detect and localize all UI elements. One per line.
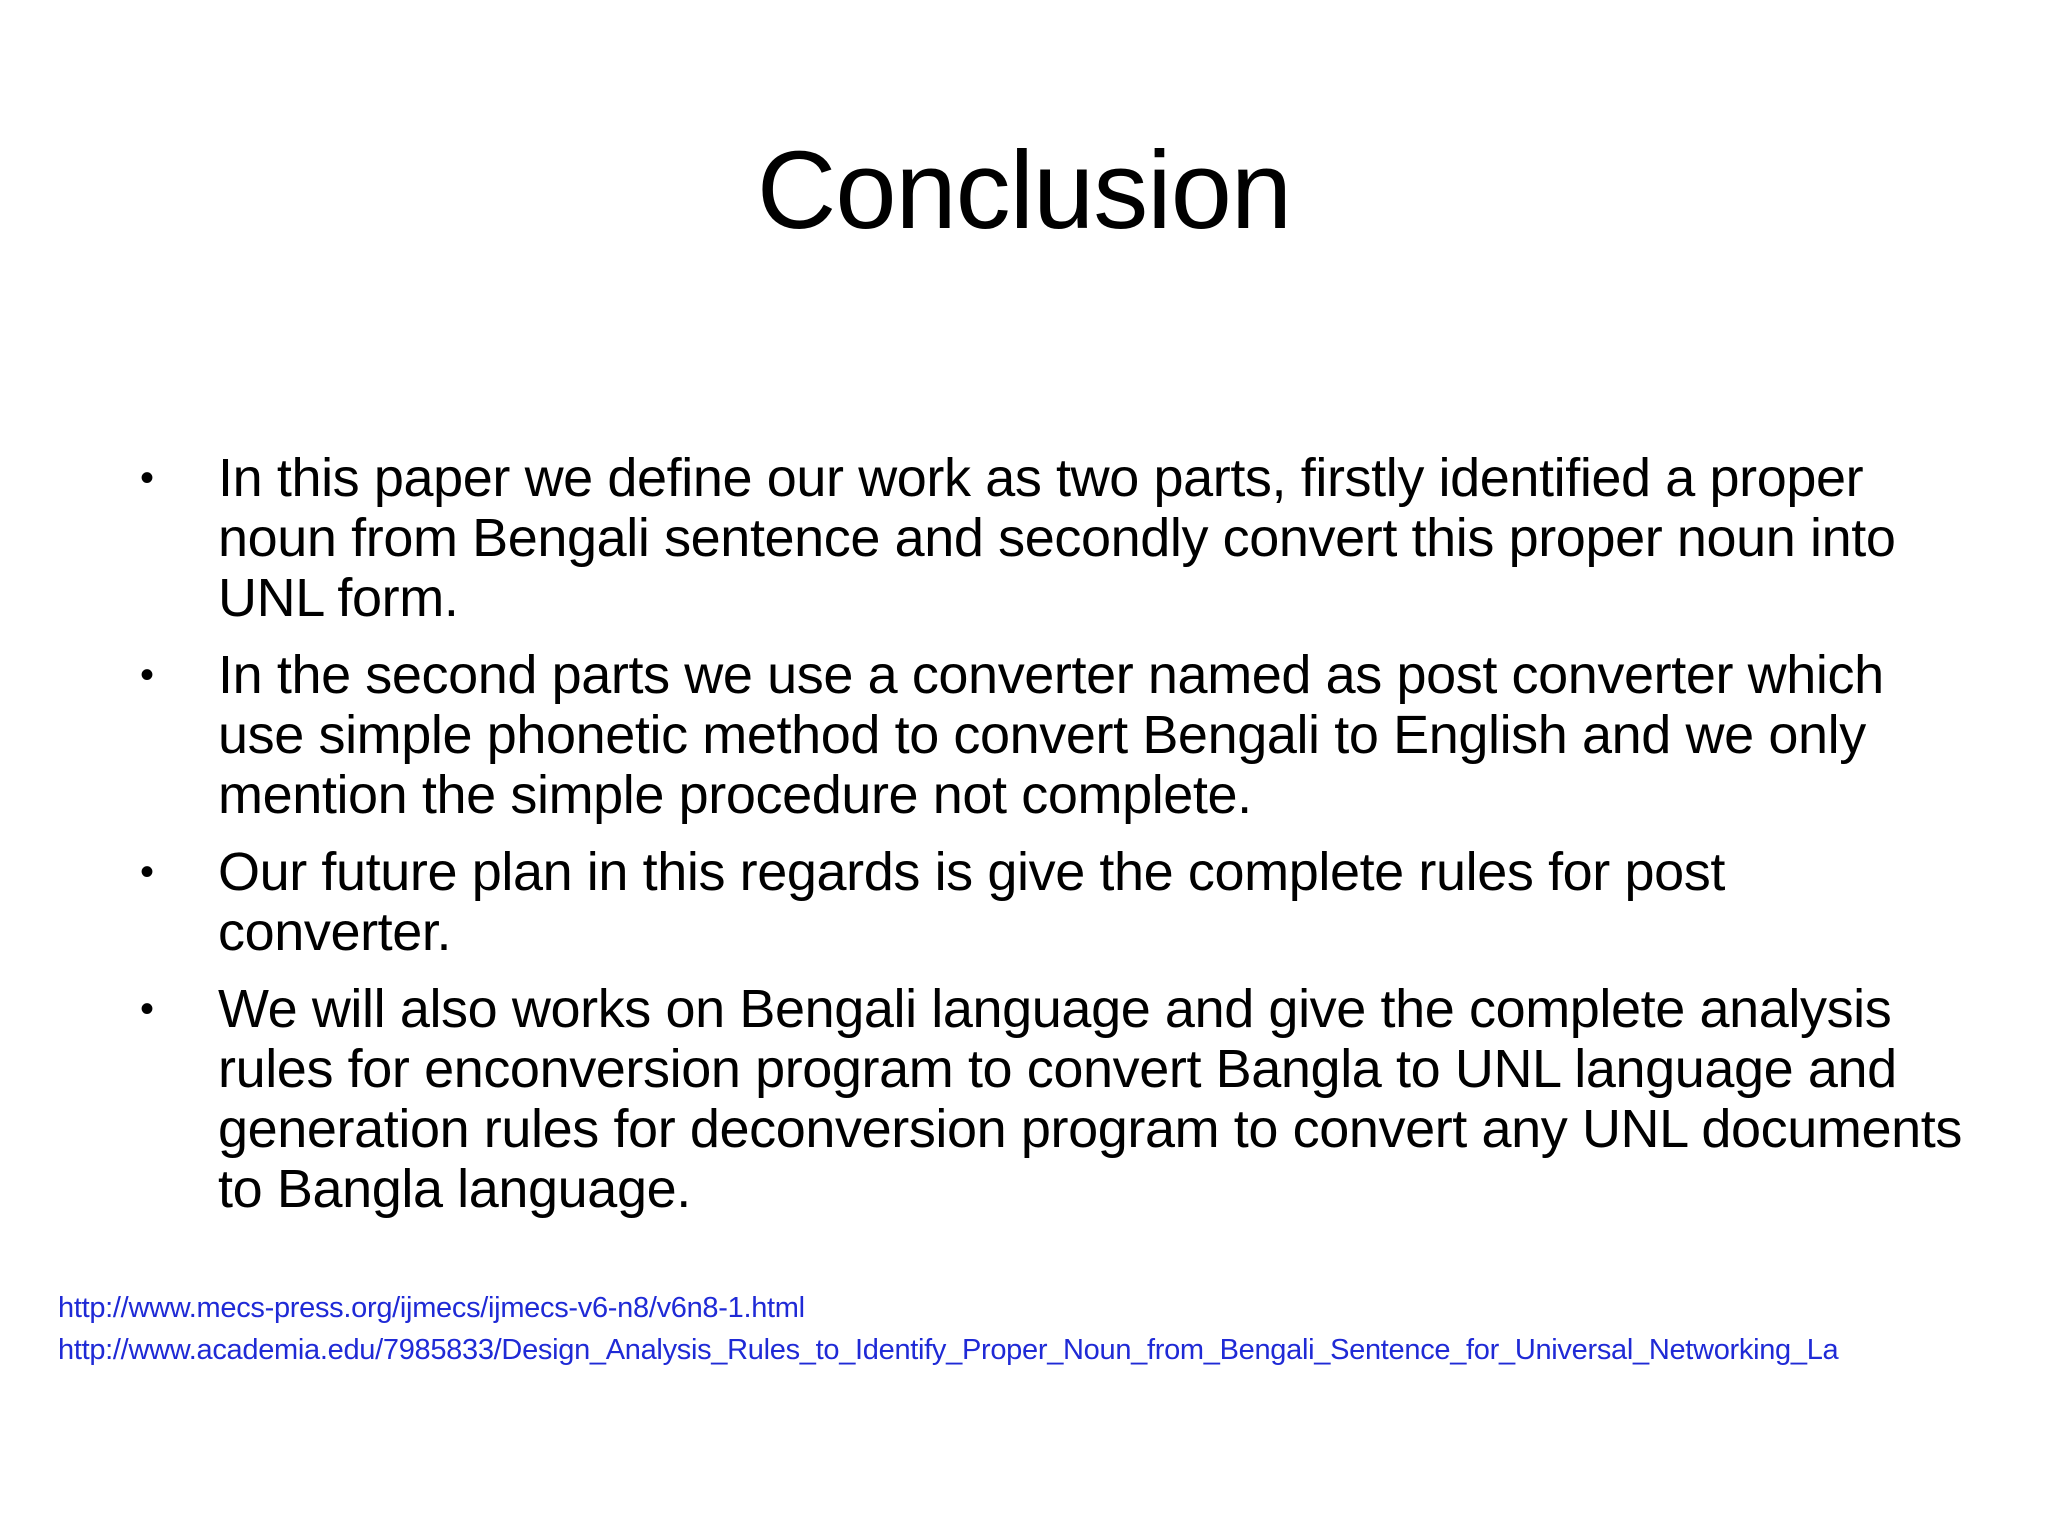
bullet-dot-icon: • xyxy=(140,456,154,500)
bullet-item xyxy=(140,842,1970,962)
bullet-item xyxy=(140,979,1970,1219)
bullet-text: In this paper we define our work as two parts, firstly identified a proper noun from Bengali sentence and secondly convert this proper noun into UNL form. xyxy=(218,448,1896,628)
bullet-text: In the second parts we use a converter named as post converter which use simple phonetic method to convert Bengali to English and we only mention the simple procedure not complete. xyxy=(218,645,1884,825)
bullet-text: Our future plan in this regards is give the complete rules for post converter. xyxy=(218,842,1725,962)
bullet-item xyxy=(140,645,1970,825)
bullet-dot-icon: • xyxy=(140,850,154,894)
reference-link-mecs[interactable]: http://www.mecs-press.org/ijmecs/ijmecs-v6-n8/v6n8-1.html xyxy=(58,1292,805,1324)
reference-link-academia[interactable]: http://www.academia.edu/7985833/Design_Analysis_Rules_to_Identify_Proper_Noun_from_Bengali_Sentence_for_Universal_Networking_La xyxy=(58,1334,1839,1366)
bullet-list xyxy=(140,448,1970,1236)
slide-title: Conclusion xyxy=(756,129,1292,252)
bullet-dot-icon: • xyxy=(140,987,154,1031)
bullet-dot-icon: • xyxy=(140,653,154,697)
bullet-item xyxy=(140,448,1970,628)
bullet-text: We will also works on Bengali language and give the complete analysis rules for enconversion program to convert Bangla to UNL language and generation rules for deconversion program to convert any UNL documents to Bangla language. xyxy=(218,979,1962,1219)
reference-links xyxy=(58,1287,2048,1371)
